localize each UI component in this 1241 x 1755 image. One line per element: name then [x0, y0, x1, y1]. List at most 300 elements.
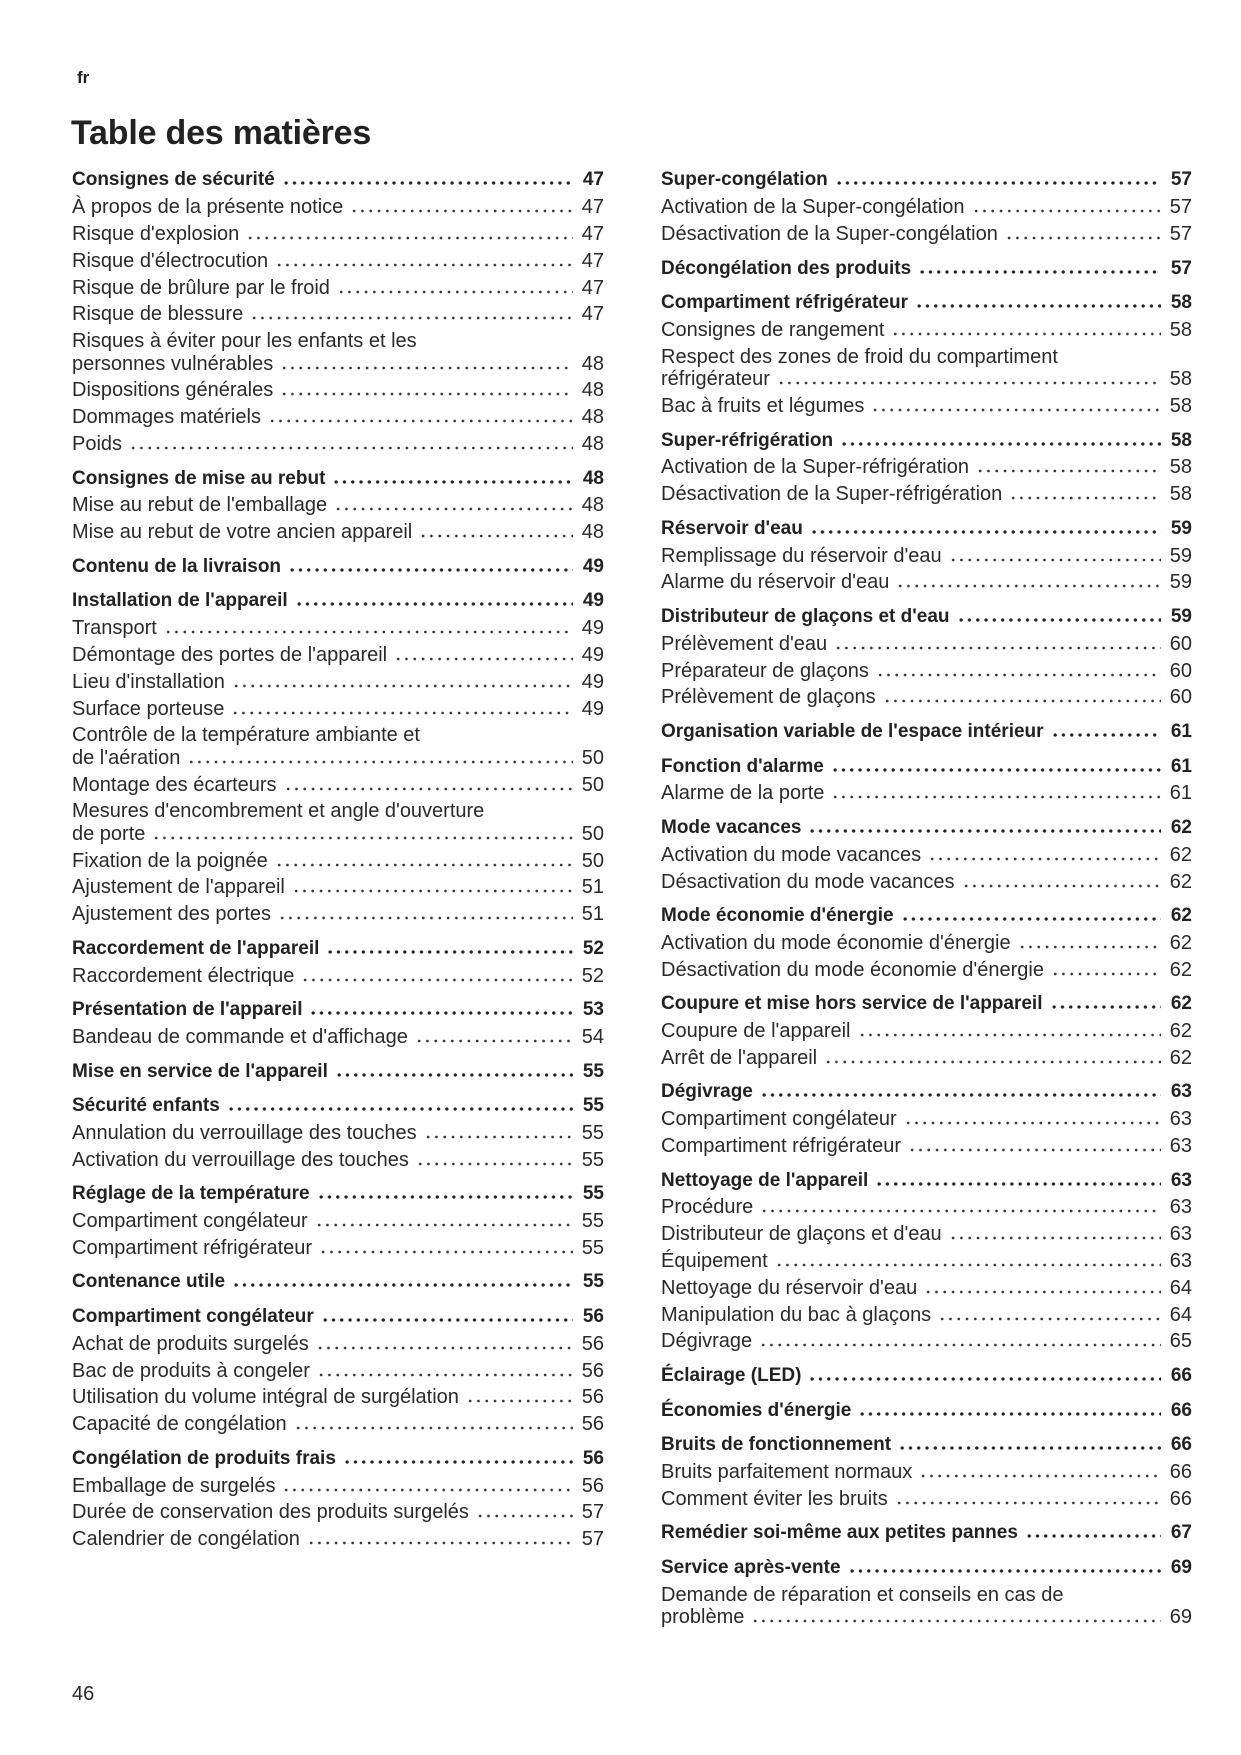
entry-row — [661, 223, 1192, 245]
toc-section — [72, 586, 604, 926]
toc-section — [661, 602, 1192, 709]
toc-entry — [661, 1104, 1192, 1131]
section-page-number: 55 — [582, 1060, 604, 1082]
toc-entry — [661, 778, 1192, 805]
toc-section-heading — [661, 602, 1192, 629]
toc-entry — [661, 540, 1192, 567]
section-page-number: 57 — [1170, 169, 1192, 191]
heading-row — [661, 756, 1192, 778]
dot-leader — [307, 1541, 573, 1545]
page-title: Table des matières — [71, 114, 372, 152]
toc-section — [72, 1091, 604, 1171]
section-page-number: 62 — [1170, 905, 1192, 927]
toc-entry — [661, 219, 1192, 246]
toc-entry — [661, 341, 1192, 390]
section-page-number: 59 — [1170, 605, 1192, 627]
heading-row — [661, 292, 1192, 314]
entry-row — [661, 368, 1192, 390]
entry-page-number: 54 — [581, 1025, 604, 1048]
dot-leader — [280, 392, 573, 396]
entry-title: Désactivation de la Super-réfrigération — [661, 483, 1003, 506]
entry-row — [72, 1149, 604, 1171]
entry-page-number: 52 — [581, 964, 604, 987]
toc-entry — [661, 1326, 1192, 1353]
section-page-number: 66 — [1170, 1399, 1192, 1421]
heading-row — [661, 1522, 1192, 1544]
entry-title: Fixation de la poignée — [72, 849, 268, 872]
dot-leader — [476, 1514, 573, 1518]
toc-entry — [72, 1409, 604, 1436]
toc-entry — [661, 1042, 1192, 1069]
entry-row — [72, 379, 604, 401]
section-page-number: 57 — [1170, 257, 1192, 279]
toc-section — [72, 933, 604, 987]
entry-row — [661, 932, 1192, 954]
entry-page-number: 51 — [581, 876, 604, 899]
toc-entry — [661, 391, 1192, 418]
toc-section-heading — [72, 586, 604, 613]
entry-title: Bac à fruits et légumes — [661, 394, 865, 417]
entry-row — [72, 521, 604, 543]
dot-leader — [294, 1426, 573, 1430]
entry-title: Désactivation du mode économie d'énergie — [661, 958, 1044, 981]
section-page-number: 63 — [1170, 1169, 1192, 1191]
dot-leader — [231, 711, 572, 715]
dot-leader — [350, 209, 572, 213]
toc-section-heading — [661, 165, 1192, 192]
toc-section-heading — [661, 751, 1192, 778]
entry-row — [72, 774, 604, 796]
entry-title: Mise au rebut de votre ancien appareil — [72, 521, 413, 544]
toc-entry — [661, 839, 1192, 866]
entry-row — [72, 303, 604, 325]
entry-title: Préparateur de glaçons — [661, 659, 869, 682]
section-title: Super-congélation — [661, 169, 828, 191]
entry-row — [661, 395, 1192, 417]
heading-row — [661, 606, 1192, 628]
toc-section — [72, 463, 604, 543]
toc-section-heading — [661, 989, 1192, 1016]
entry-title: Emballage de surgelés — [72, 1474, 276, 1497]
page-number: 46 — [72, 1683, 95, 1705]
toc-entry — [72, 640, 604, 667]
entry-page-number: 60 — [1169, 686, 1192, 709]
entry-title: Prélèvement d'eau — [661, 632, 828, 655]
entry-title: Consignes de rangement — [661, 318, 885, 341]
toc-section — [661, 513, 1192, 593]
toc-entry — [661, 954, 1192, 981]
entry-page-number: 58 — [1169, 318, 1192, 341]
entry-row — [72, 494, 604, 516]
entry-title: Achat de produits surgelés — [72, 1332, 309, 1355]
entry-row — [661, 660, 1192, 682]
dot-leader — [898, 1446, 1161, 1450]
toc-entry — [661, 628, 1192, 655]
entry-page-number: 48 — [581, 352, 604, 375]
dot-leader — [466, 1399, 573, 1403]
toc-section — [661, 1077, 1192, 1157]
entry-page-number: 66 — [1169, 1461, 1192, 1484]
entry-row — [661, 959, 1192, 981]
section-title: Décongélation des produits — [661, 257, 912, 279]
toc-entry — [72, 1355, 604, 1382]
toc-section — [661, 1430, 1192, 1510]
entry-page-number: 65 — [1169, 1330, 1192, 1353]
dot-leader — [309, 1011, 573, 1015]
toc-section — [661, 1395, 1192, 1422]
entry-title: Dispositions générales — [72, 379, 274, 402]
entry-page-number: 62 — [1169, 958, 1192, 981]
toc-entry — [661, 682, 1192, 709]
section-title: Organisation variable de l'espace intérieur — [661, 720, 1044, 742]
entry-page-number: 60 — [1169, 659, 1192, 682]
dot-leader — [227, 1107, 573, 1111]
entry-page-number: 59 — [1169, 571, 1192, 594]
dot-leader — [232, 1283, 573, 1287]
dot-leader — [883, 699, 1161, 703]
section-page-number: 66 — [1170, 1365, 1192, 1387]
section-page-number: 49 — [582, 555, 604, 577]
toc-section — [72, 165, 604, 455]
toc-entry — [72, 402, 604, 429]
dot-leader — [335, 1073, 573, 1077]
entry-page-number: 48 — [581, 494, 604, 517]
dot-leader — [317, 1195, 573, 1199]
toc-entry — [72, 1470, 604, 1497]
entry-title: Activation du mode vacances — [661, 843, 922, 866]
dot-leader — [949, 558, 1161, 562]
toc-entry — [72, 375, 604, 402]
toc-section-heading — [661, 717, 1192, 744]
toc-entry — [661, 1219, 1192, 1246]
entry-row — [661, 1108, 1192, 1130]
toc-entry — [72, 1022, 604, 1049]
entry-page-number: 55 — [581, 1148, 604, 1171]
entry-title: Bandeau de commande et d'affichage — [72, 1025, 408, 1048]
toc-entry — [661, 1246, 1192, 1273]
entry-title: Activation du verrouillage des touches — [72, 1148, 409, 1171]
entry-row — [661, 1277, 1192, 1299]
dot-leader — [972, 209, 1161, 213]
entry-title: Prélèvement de glaçons — [661, 686, 876, 709]
entry-page-number: 57 — [581, 1528, 604, 1551]
entry-title: À propos de la présente notice — [72, 196, 344, 219]
toc-entry — [72, 613, 604, 640]
toc-entry — [72, 1232, 604, 1259]
toc-section — [661, 1361, 1192, 1388]
section-page-number: 69 — [1170, 1557, 1192, 1578]
heading-row — [661, 1365, 1192, 1387]
toc-entry — [661, 452, 1192, 479]
entry-page-number: 48 — [581, 521, 604, 544]
entry-row — [72, 250, 604, 272]
entry-title: Comment éviter les bruits — [661, 1487, 888, 1510]
toc-section — [661, 288, 1192, 418]
toc-section-heading — [72, 1443, 604, 1470]
entry-row — [661, 1020, 1192, 1042]
entry-row — [661, 871, 1192, 893]
section-title: Fonction d'alarme — [661, 755, 824, 777]
entry-row — [661, 1488, 1192, 1510]
entry-page-number: 56 — [581, 1359, 604, 1382]
dot-leader — [282, 1488, 572, 1492]
entry-row — [661, 571, 1192, 593]
entry-page-number: 63 — [1169, 1250, 1192, 1273]
entry-title: Montage des écarteurs — [72, 773, 277, 796]
entry-title: Lieu d'installation — [72, 670, 225, 693]
entry-title: Dégivrage — [661, 1330, 753, 1353]
toc-entry — [72, 1328, 604, 1355]
entry-title: Désactivation du mode vacances — [661, 870, 955, 893]
entry-row — [72, 1210, 604, 1232]
entry-title: Compartiment réfrigérateur — [72, 1236, 313, 1259]
entry-row — [72, 1501, 604, 1523]
entry-title: Désactivation de la Super-congélation — [661, 222, 998, 245]
section-page-number: 48 — [582, 467, 604, 489]
toc-column-left — [72, 165, 604, 1551]
dot-leader — [416, 1162, 573, 1166]
section-title: Nettoyage de l'appareil — [661, 1169, 869, 1191]
section-page-number: 62 — [1170, 816, 1192, 838]
entry-page-number: 55 — [581, 1121, 604, 1144]
toc-section — [661, 1518, 1192, 1545]
section-page-number: 55 — [582, 1271, 604, 1293]
section-page-number: 58 — [1170, 429, 1192, 451]
section-title: Bruits de fonctionnement — [661, 1434, 892, 1456]
heading-row — [72, 938, 604, 960]
toc-section — [661, 901, 1192, 981]
toc-entry — [72, 845, 604, 872]
entry-title: de l'aération — [72, 746, 181, 769]
section-title: Congélation de produits frais — [72, 1447, 336, 1469]
entry-row — [72, 617, 604, 639]
entry-row — [661, 1330, 1192, 1352]
toc-entry — [661, 655, 1192, 682]
entry-page-number: 48 — [581, 406, 604, 429]
entry-page-number: 56 — [581, 1413, 604, 1436]
toc-section-heading — [72, 1091, 604, 1118]
toc-entry — [72, 899, 604, 926]
entry-title: de porte — [72, 822, 146, 845]
entry-row — [72, 1528, 604, 1550]
toc-entry — [661, 1192, 1192, 1219]
section-title: Super-réfrigération — [661, 429, 834, 451]
section-title: Éclairage (LED) — [661, 1365, 802, 1387]
entry-row — [661, 1461, 1192, 1483]
entry-row — [72, 353, 604, 375]
toc-section-heading — [661, 1518, 1192, 1545]
toc-section-heading — [661, 1395, 1192, 1422]
entry-title: Bruits parfaitement normaux — [661, 1461, 913, 1484]
toc-entry — [72, 429, 604, 456]
dot-leader — [775, 1263, 1161, 1267]
entry-row — [661, 1196, 1192, 1218]
entry-page-number: 48 — [581, 432, 604, 455]
dot-leader — [759, 1343, 1161, 1347]
toc-section — [72, 1179, 604, 1259]
heading-row — [661, 993, 1192, 1015]
section-page-number: 62 — [1170, 993, 1192, 1015]
dot-leader — [337, 290, 573, 294]
toc-entry — [72, 299, 604, 326]
toc-section-heading — [661, 901, 1192, 928]
entry-title: Risque de blessure — [72, 303, 244, 326]
dot-leader — [848, 1569, 1161, 1573]
section-title: Mode économie d'énergie — [661, 905, 894, 927]
toc-entry — [661, 192, 1192, 219]
entry-row — [661, 319, 1192, 341]
toc-section-heading — [661, 1430, 1192, 1457]
heading-row — [72, 1448, 604, 1470]
heading-row — [661, 169, 1192, 191]
entry-title: Raccordement électrique — [72, 964, 295, 987]
entry-page-number: 62 — [1169, 870, 1192, 893]
entry-page-number: 57 — [1169, 222, 1192, 245]
entry-title: Manipulation du bac à glaçons — [661, 1303, 932, 1326]
toc-entry — [72, 1144, 604, 1171]
toc-section-heading — [72, 463, 604, 490]
entry-page-number: 58 — [1169, 368, 1192, 391]
dot-leader — [808, 829, 1161, 833]
toc-entry — [72, 517, 604, 544]
toc-section — [661, 1165, 1192, 1353]
entry-row — [72, 1122, 604, 1144]
entry-page-number: 55 — [581, 1236, 604, 1259]
toc-entry — [661, 1131, 1192, 1158]
dot-leader — [835, 181, 1161, 185]
entry-row — [661, 1223, 1192, 1245]
entry-title: Coupure de l'appareil — [661, 1020, 851, 1043]
entry-page-number: 51 — [581, 903, 604, 926]
dot-leader — [424, 1135, 573, 1139]
dot-leader — [394, 657, 573, 661]
entry-page-number: 47 — [581, 249, 604, 272]
entry-row — [72, 1333, 604, 1355]
section-page-number: 53 — [582, 999, 604, 1021]
entry-page-number: 47 — [581, 276, 604, 299]
entry-row — [661, 1135, 1192, 1157]
dot-leader — [918, 270, 1161, 274]
toc-entry — [72, 326, 604, 375]
heading-row — [661, 1434, 1192, 1456]
dot-leader — [924, 1290, 1161, 1294]
entry-title: Procédure — [661, 1196, 754, 1219]
toc-entry — [72, 666, 604, 693]
entry-title: Remplissage du réservoir d'eau — [661, 544, 942, 567]
entry-title: Calendrier de congélation — [72, 1528, 300, 1551]
toc-column-right — [661, 165, 1192, 1629]
heading-row — [661, 721, 1192, 743]
entry-page-number: 63 — [1169, 1223, 1192, 1246]
toc-entry — [661, 479, 1192, 506]
entry-title: Mise au rebut de l'emballage — [72, 494, 328, 517]
entry-row — [72, 747, 604, 769]
toc-section-heading — [661, 253, 1192, 280]
entry-title: Activation de la Super-congélation — [661, 196, 965, 219]
entry-row — [661, 1250, 1192, 1272]
dot-leader — [343, 1460, 573, 1464]
section-page-number: 59 — [1170, 517, 1192, 539]
toc-entry — [661, 928, 1192, 955]
entry-row — [72, 1237, 604, 1259]
entry-row — [72, 965, 604, 987]
entry-page-number: 62 — [1169, 843, 1192, 866]
entry-page-number: 47 — [581, 303, 604, 326]
dot-leader — [751, 1619, 1160, 1623]
section-title: Coupure et mise hors service de l'appareil — [661, 993, 1043, 1015]
heading-row — [661, 430, 1192, 452]
entry-title: Ajustement des portes — [72, 903, 271, 926]
entry-row — [72, 223, 604, 245]
entry-title: Compartiment réfrigérateur — [661, 1135, 902, 1158]
section-title: Remédier soi-même aux petites pannes — [661, 1522, 1018, 1544]
entry-title: Risque d'explosion — [72, 222, 240, 245]
toc-section-heading — [661, 425, 1192, 452]
section-title: Réservoir d'eau — [661, 517, 803, 539]
dot-leader — [419, 534, 573, 538]
heading-row — [661, 1557, 1192, 1579]
toc-entry — [72, 1497, 604, 1524]
toc-entry — [661, 1579, 1192, 1628]
heading-row — [72, 556, 604, 578]
dot-leader — [282, 181, 573, 185]
dot-leader — [904, 1121, 1161, 1125]
dot-leader — [232, 684, 573, 688]
entry-row — [661, 1304, 1192, 1326]
entry-row — [72, 433, 604, 455]
entry-page-number: 49 — [581, 643, 604, 666]
dot-leader — [295, 602, 573, 606]
section-title: Installation de l'appareil — [72, 590, 288, 612]
section-title: Présentation de l'appareil — [72, 999, 303, 1021]
toc-entry — [72, 960, 604, 987]
dot-leader — [152, 836, 572, 840]
heading-row — [661, 1400, 1192, 1422]
dot-leader — [326, 950, 573, 954]
toc-section — [72, 1443, 604, 1550]
dot-leader — [957, 618, 1161, 622]
toc-section-heading — [661, 288, 1192, 315]
entry-row — [72, 1360, 604, 1382]
toc-section — [661, 165, 1192, 245]
entry-page-number: 58 — [1169, 456, 1192, 479]
dot-leader — [928, 857, 1161, 861]
toc-section — [72, 1056, 604, 1083]
entry-page-number: 63 — [1169, 1135, 1192, 1158]
dot-leader — [1050, 1005, 1162, 1009]
toc-section-heading — [72, 1056, 604, 1083]
toc-entry — [72, 872, 604, 899]
entry-page-number: 62 — [1169, 1020, 1192, 1043]
dot-leader — [292, 889, 573, 893]
dot-leader — [164, 630, 573, 634]
heading-row — [72, 169, 604, 191]
section-page-number: 55 — [582, 1183, 604, 1205]
section-page-number: 56 — [582, 1306, 604, 1328]
entry-page-number: 64 — [1169, 1303, 1192, 1326]
entry-page-number: 59 — [1169, 544, 1192, 567]
entry-row — [72, 277, 604, 299]
language-label: fr — [77, 68, 90, 87]
heading-row — [661, 518, 1192, 540]
entry-row — [72, 644, 604, 666]
section-title: Consignes de sécurité — [72, 169, 275, 191]
dot-leader — [246, 236, 572, 240]
section-title: Raccordement de l'appareil — [72, 937, 320, 959]
dot-leader — [891, 332, 1160, 336]
entry-title-line: Mesures d'encombrement et angle d'ouverture — [72, 800, 485, 823]
entry-title: Annulation du verrouillage des touches — [72, 1121, 417, 1144]
